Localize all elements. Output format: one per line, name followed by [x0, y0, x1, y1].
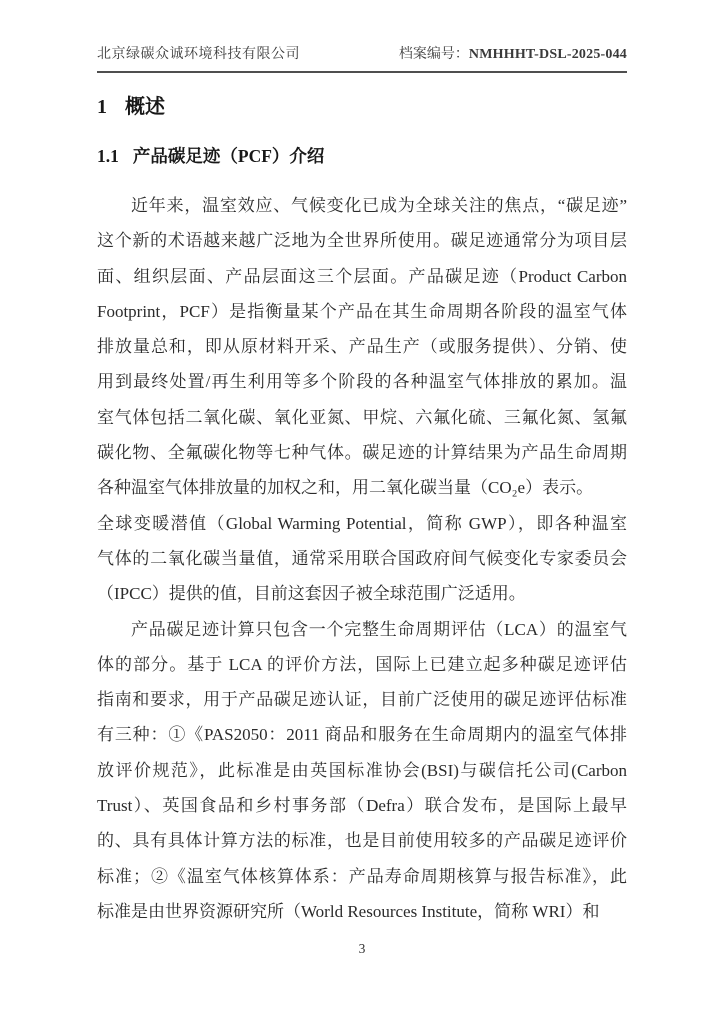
paragraph — [97, 188, 627, 612]
paragraph — [97, 612, 627, 930]
paragraph-line: 室气体包括二氧化碳、氧化亚氮、甲烷、六氟化硫、三氟化氮、氢氟 — [97, 407, 627, 427]
section-1-number: 1 — [97, 96, 107, 118]
paragraph-line: （IPCC）提供的值，目前这套因子被全球范围广泛适用。 — [97, 584, 526, 604]
paragraph-line: 用到最终处置/再生利用等多个阶段的各种温室气体排放的累加。温 — [97, 372, 627, 392]
paragraph-line: 排放量总和，即从原材料开采、产品生产（或服务提供）、分销、使 — [97, 337, 627, 357]
paragraph-line: 标准；②《温室气体核算体系：产品寿命周期核算与报告标准》，此 — [97, 866, 627, 886]
paragraph-line: Trust）、英国食品和乡村事务部（Defra）联合发布，是国际上最早 — [97, 796, 627, 816]
page-content — [97, 46, 627, 929]
paragraph-line: 放评价规范》，此标准是由英国标准协会(BSI)与碳信托公司(Carbon — [97, 760, 627, 780]
paragraph-line: 气体的二氧化碳当量值，通常采用联合国政府间气候变化专家委员会 — [97, 548, 627, 568]
paragraph-line: 产品碳足迹计算只包含一个完整生命周期评估（LCA）的温室气 — [131, 619, 627, 639]
paragraph-line: 这个新的术语越来越广泛地为全世界所使用。碳足迹通常分为项目层 — [97, 231, 627, 251]
paragraph-line: 有三种：①《PAS2050：2011 商品和服务在生命周期内的温室气体排 — [97, 725, 627, 745]
paragraph-line: 全球变暖潜值（Global Warming Potential，简称 GWP），即各种温室 — [97, 513, 627, 533]
paragraph-line: 面、组织层面、产品层面这三个层面。产品碳足迹（Product Carbon — [97, 266, 627, 286]
page-header — [97, 46, 627, 73]
paragraph-line: 碳化物、全氟碳化物等七种气体。碳足迹的计算结果为产品生命周期 — [97, 443, 627, 463]
paragraph-line: 各种温室气体排放量的加权之和，用二氧化碳当量（CO₂e）表示。 — [97, 478, 594, 498]
section-1-1-title: 产品碳足迹（PCF）介绍 — [132, 146, 325, 166]
paragraph-line: 的、具有具体计算方法的标准，也是目前使用较多的产品碳足迹评价 — [97, 831, 627, 851]
paragraph-line: Footprint，PCF）是指衡量某个产品在其生命周期各阶段的温室气体 — [97, 301, 627, 321]
paragraph-line: 指南和要求，用于产品碳足迹认证，目前广泛使用的碳足迹评估标准 — [97, 690, 627, 710]
doc-number-label: 档案编号： — [398, 47, 469, 62]
section-heading-1 — [97, 96, 627, 118]
paragraph-line: 标准是由世界资源研究所（World Resources Institute，简称 WRI）和 — [97, 901, 600, 921]
doc-number — [399, 46, 627, 64]
page-footer — [0, 941, 724, 957]
section-heading-1-1 — [97, 146, 627, 166]
page-number: 3 — [358, 941, 366, 956]
paragraph-line: 体的部分。基于 LCA 的评价方法，国际上已建立起多种碳足迹评估 — [97, 654, 627, 674]
section-1-1-number: 1.1 — [97, 146, 119, 166]
company-name: 北京绿碳众诚环境科技有限公司 — [97, 47, 300, 62]
section-1-title: 概述 — [125, 96, 165, 118]
paragraph-line: 近年来，温室效应、气候变化已成为全球关注的焦点，“碳足迹” — [131, 196, 627, 215]
doc-number-value: NMHHHT-DSL-2025-044 — [468, 47, 627, 62]
document-body — [97, 188, 627, 929]
